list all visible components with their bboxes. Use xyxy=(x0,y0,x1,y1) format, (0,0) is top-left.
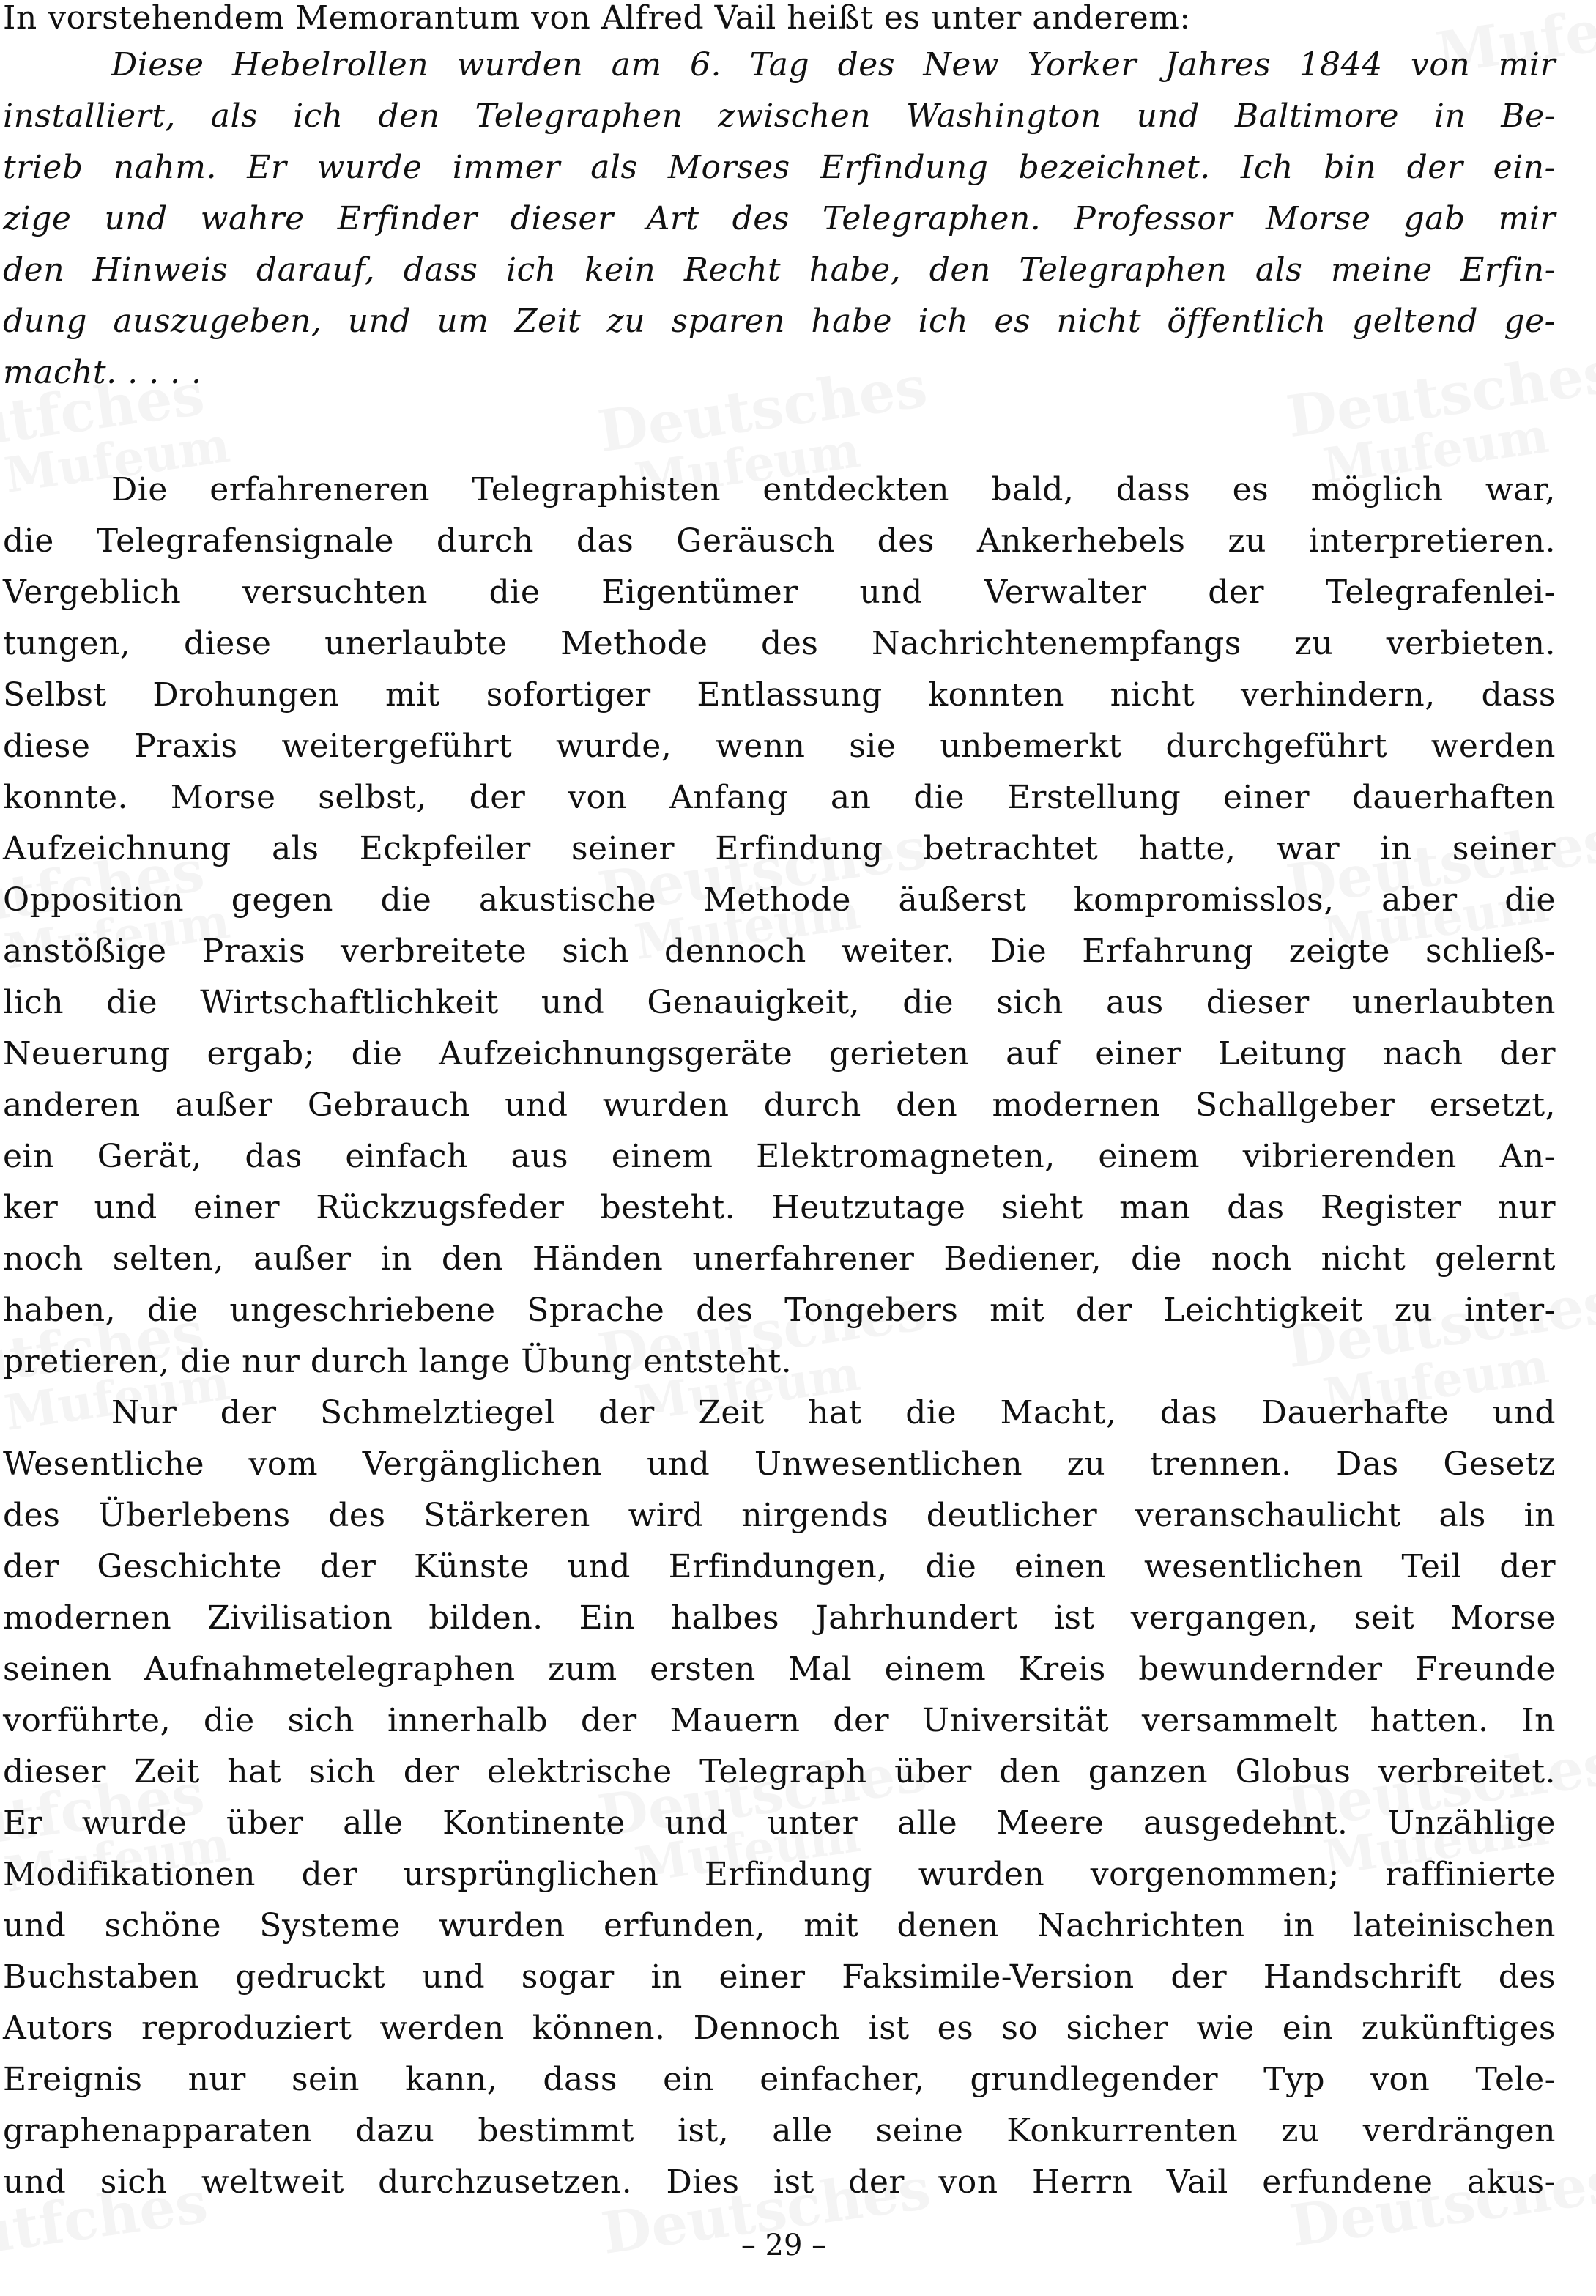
paragraph-line: dieser Zeit hat sich der elektrische Telegraph über den ganzen Globus verbreitet. xyxy=(3,1753,1556,1790)
paragraph-line: Vergeblich versuchten die Eigentümer und Verwalter der Telegrafenlei- xyxy=(3,574,1556,611)
paragraph-line: lich die Wirtschaftlichkeit und Genauigkeit, die sich aus dieser unerlaubten xyxy=(3,984,1556,1021)
paragraph-line: Ereignis nur sein kann, dass ein einfacher, grundlegender Typ von Tele- xyxy=(3,2061,1556,2098)
quote-line: Diese Hebelrollen wurden am 6. Tag des New Yorker Jahres 1844 von mir xyxy=(111,46,1556,84)
paragraph-line: Wesentliche vom Vergänglichen und Unwesentlichen zu trennen. Das Gesetz xyxy=(3,1445,1556,1483)
paragraph-line: Modifikationen der ursprünglichen Erfindung wurden vorgenommen; raffinierte xyxy=(3,1856,1556,1893)
paragraph-line: anderen außer Gebrauch und wurden durch den modernen Schallgeber ersetzt, xyxy=(3,1086,1556,1124)
quote-line: zige und wahre Erfinder dieser Art des Telegraphen. Professor Morse gab mir xyxy=(3,200,1556,237)
paragraph-line: Opposition gegen die akustische Methode äußerst kompromisslos, aber die xyxy=(3,881,1556,919)
paragraph-line: tungen, diese unerlaubte Methode des Nachrichtenempfangs zu verbieten. xyxy=(3,625,1556,662)
quote-line: installiert, als ich den Telegraphen zwischen Washington und Baltimore in Be- xyxy=(3,97,1556,135)
paragraph-line: Buchstaben gedruckt und sogar in einer Faksimile-Version der Handschrift des xyxy=(3,1958,1556,1996)
page-number: – 29 – xyxy=(741,2229,827,2262)
intro-line: In vorstehendem Memorantum von Alfred Vail heißt es unter anderem: xyxy=(3,0,1191,37)
paragraph-line: und schöne Systeme wurden erfunden, mit denen Nachrichten in lateinischen xyxy=(3,1907,1556,1944)
paragraph-line: haben, die ungeschriebene Sprache des Tongebers mit der Leichtigkeit zu inter- xyxy=(3,1292,1556,1329)
paragraph-line: ker und einer Rückzugsfeder besteht. Heutzutage sieht man das Register nur xyxy=(3,1189,1556,1226)
paragraph-line: konnte. Morse selbst, der von Anfang an die Erstellung einer dauerhaften xyxy=(3,779,1556,816)
paragraph-line: vorführte, die sich innerhalb der Mauern der Universität versammelt hatten. In xyxy=(3,1702,1556,1739)
quote-line: dung auszugeben, und um Zeit zu sparen habe ich es nicht öffentlich geltend ge- xyxy=(3,303,1556,340)
quote-line: den Hinweis darauf, dass ich kein Recht habe, den Telegraphen als meine Erfin- xyxy=(3,251,1556,289)
paragraph-line: Er wurde über alle Kontinente und unter alle Meere ausgedehnt. Unzählige xyxy=(3,1804,1556,1842)
paragraph-line: der Geschichte der Künste und Erfindungen, die einen wesentlichen Teil der xyxy=(3,1548,1556,1585)
paragraph-line: die Telegrafensignale durch das Geräusch des Ankerhebels zu interpretieren. xyxy=(3,522,1556,560)
paragraph-line: Die erfahreneren Telegraphisten entdeckten bald, dass es möglich war, xyxy=(111,471,1556,508)
paragraph-line: pretieren, die nur durch lange Übung entsteht. xyxy=(3,1343,793,1380)
paragraph-line: Nur der Schmelztiegel der Zeit hat die Macht, das Dauerhafte und xyxy=(111,1394,1556,1432)
quote-line: trieb nahm. Er wurde immer als Morses Erfindung bezeichnet. Ich bin der ein- xyxy=(3,149,1556,186)
paragraph-line: des Überlebens des Stärkeren wird nirgends deutlicher veranschaulicht als in xyxy=(3,1497,1556,1534)
paragraph-line: seinen Aufnahmetelegraphen zum ersten Mal einem Kreis bewundernder Freunde xyxy=(3,1651,1556,1688)
paragraph-line: graphenapparaten dazu bestimmt ist, alle seine Konkurrenten zu verdrängen xyxy=(3,2112,1556,2149)
paragraph-line: und sich weltweit durchzusetzen. Dies ist der von Herrn Vail erfundene akus- xyxy=(3,2163,1556,2201)
quote-line: macht. . . . . xyxy=(3,354,202,391)
paragraph-line: Selbst Drohungen mit sofortiger Entlassung konnten nicht verhindern, dass xyxy=(3,676,1556,714)
paragraph-line: diese Praxis weitergeführt wurde, wenn sie unbemerkt durchgeführt werden xyxy=(3,727,1556,765)
paragraph-line: modernen Zivilisation bilden. Ein halbes Jahrhundert ist vergangen, seit Morse xyxy=(3,1599,1556,1637)
paragraph-line: noch selten, außer in den Händen unerfahrener Bediener, die noch nicht gelernt xyxy=(3,1240,1556,1278)
paragraph-line: Autors reproduziert werden können. Dennoch ist es so sicher wie ein zukünftiges xyxy=(3,2010,1556,2047)
paragraph-line: anstößige Praxis verbreitete sich dennoch weiter. Die Erfahrung zeigte schließ- xyxy=(3,933,1556,970)
paragraph-line: Aufzeichnung als Eckpfeiler seiner Erfindung betrachtet hatte, war in seiner xyxy=(3,830,1556,867)
paragraph-line: Neuerung ergab; die Aufzeichnungsgeräte gerieten auf einer Leitung nach der xyxy=(3,1035,1556,1073)
paragraph-line: ein Gerät, das einfach aus einem Elektromagneten, einem vibrierenden An- xyxy=(3,1138,1556,1175)
